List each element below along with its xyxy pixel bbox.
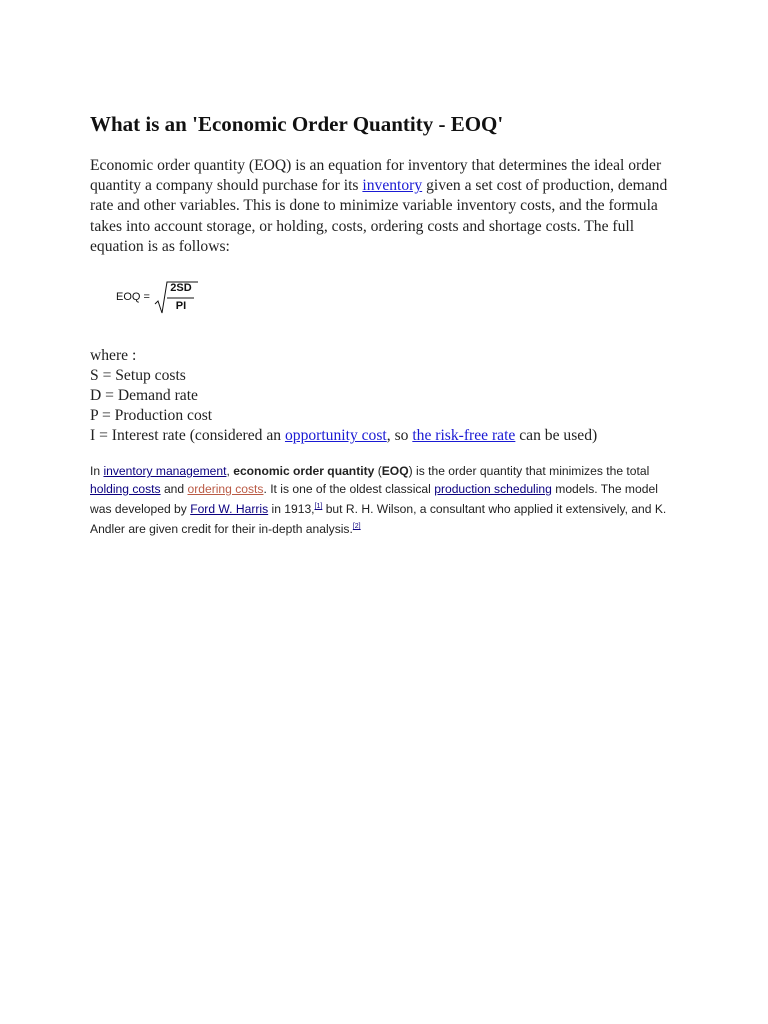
wiki-text: in 1913,	[268, 502, 315, 517]
formula-lhs: EOQ =	[116, 291, 150, 303]
page-title: What is an 'Economic Order Quantity - EOQ'	[90, 112, 504, 136]
wiki-text: but R. H. Wilson, a consultant who applied it extensively, and K. Andler are given credit for their in-depth analysis.	[90, 502, 667, 537]
inventory-management-link[interactable]: inventory management	[103, 464, 227, 478]
definition-p: P = Production cost	[90, 407, 213, 424]
risk-free-rate-link[interactable]: the risk-free rate	[412, 427, 516, 444]
production-scheduling-link[interactable]: production scheduling	[434, 482, 552, 496]
intro-text-1: Economic order quantity (EOQ) is an equation for inventory that determines the ideal order quantity a company should purchase for its	[90, 157, 662, 195]
definition-d: D = Demand rate	[90, 387, 198, 404]
definition-i-suffix: can be used)	[515, 427, 598, 444]
formula-denominator: PI	[175, 300, 187, 312]
wiki-text: (	[374, 464, 382, 478]
formula-numerator: 2SD	[170, 282, 192, 294]
definition-i-mid: , so	[386, 427, 413, 444]
wiki-text: and	[160, 482, 188, 496]
intro-paragraph	[90, 156, 685, 257]
wiki-text: ,	[226, 464, 234, 478]
wiki-text: In	[90, 464, 104, 478]
formula-fraction	[166, 281, 196, 313]
eoq-abbrev-bold: EOQ	[381, 464, 409, 478]
ford-w-harris-link[interactable]: Ford W. Harris	[190, 502, 269, 517]
reference-1-link[interactable]: [1]	[314, 503, 323, 510]
variable-definitions	[90, 346, 690, 446]
wiki-text: . It is one of the oldest classical	[263, 482, 435, 496]
inventory-link[interactable]: inventory	[362, 177, 423, 195]
reference-2-link[interactable]: [2]	[352, 523, 361, 531]
holding-costs-link[interactable]: holding costs	[90, 482, 161, 496]
wiki-text: ) is the order quantity that minimizes the total	[408, 464, 650, 478]
definition-i	[90, 426, 690, 446]
intro-text-2: given a set cost of production, demand rate and other variables. This is done to minimize variable inventory costs, and the formula takes into account storage, or holding, costs, ordering costs and shortage costs. The full equation is as follows:	[90, 177, 668, 255]
wikipedia-excerpt	[90, 462, 680, 538]
where-heading: where :	[90, 347, 137, 364]
eoq-term-bold: economic order quantity	[233, 464, 375, 478]
definition-s: S = Setup costs	[90, 367, 186, 384]
ordering-costs-link[interactable]: ordering costs	[187, 482, 264, 496]
definition-i-prefix: I = Interest rate (considered an	[90, 427, 285, 444]
wiki-text: models. The model was developed by	[90, 482, 658, 517]
opportunity-cost-link[interactable]: opportunity cost	[284, 427, 387, 444]
